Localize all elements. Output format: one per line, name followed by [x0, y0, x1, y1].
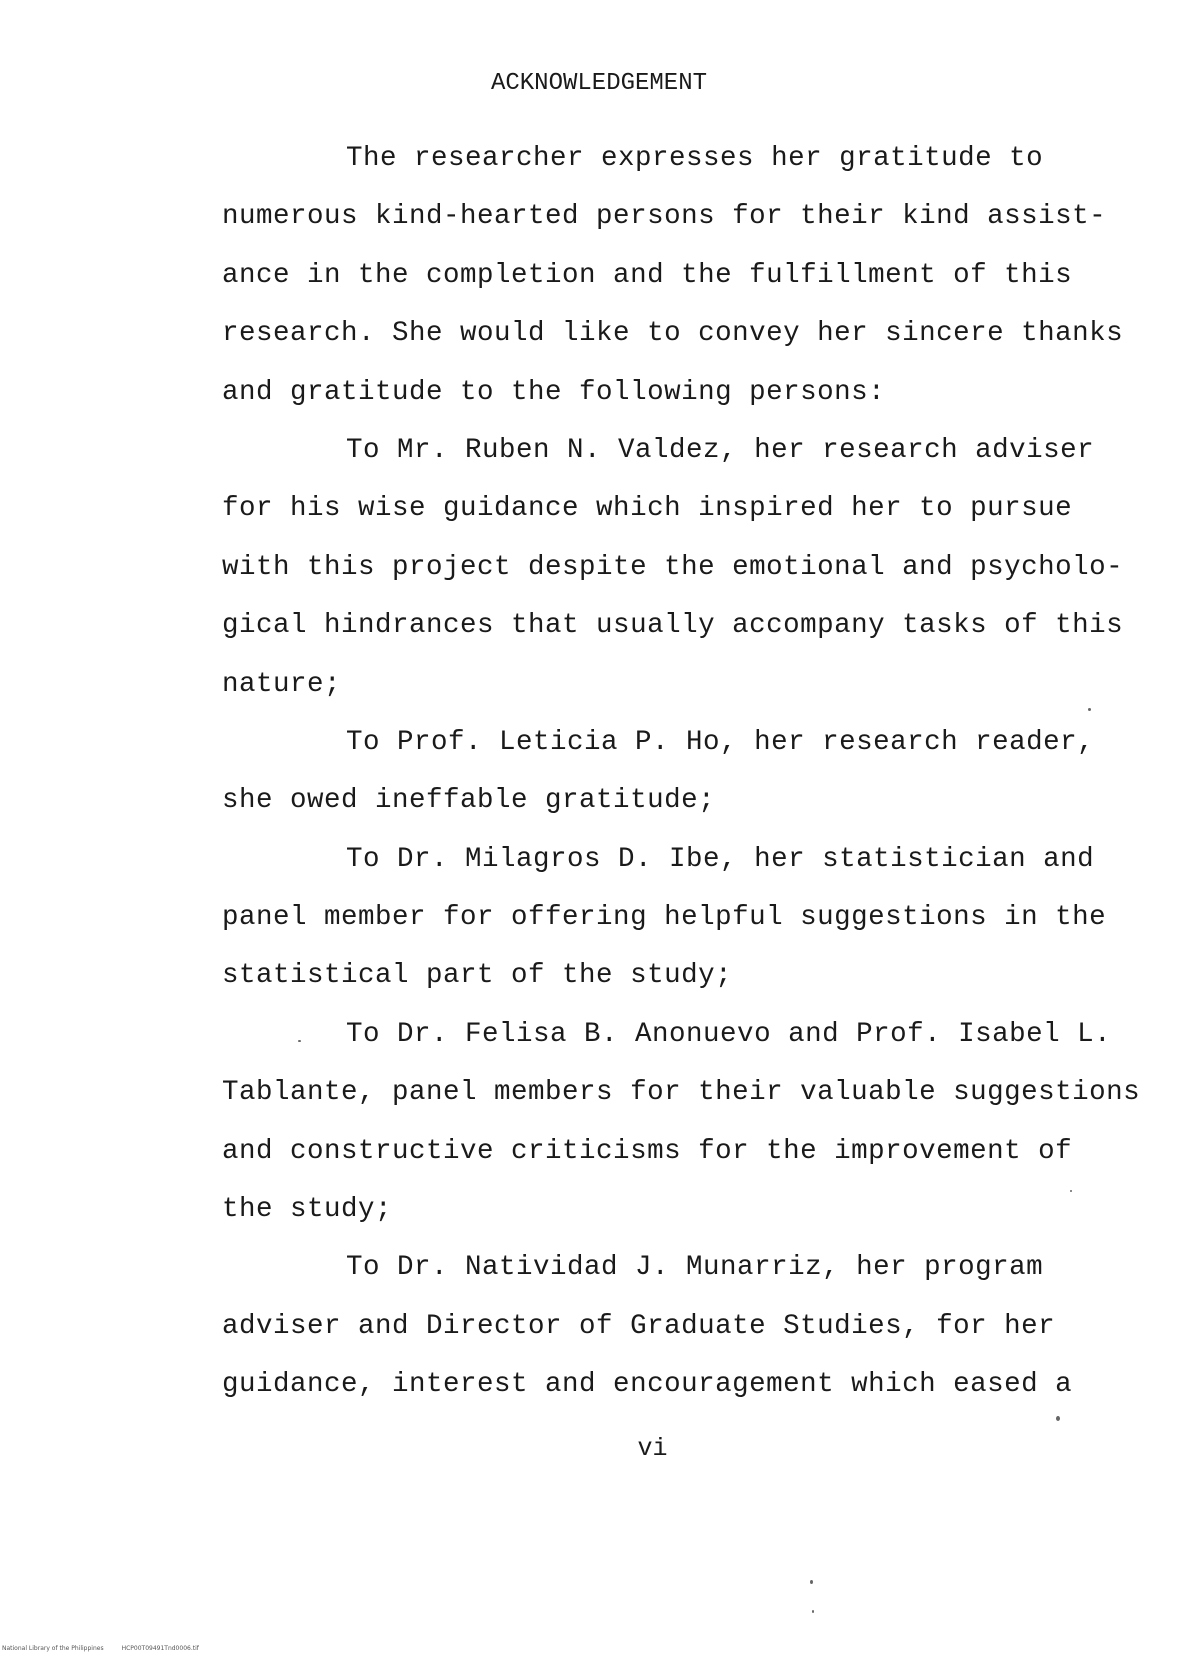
text-line: Tablante, panel members for their valuable suggestions [222, 1077, 1141, 1109]
scan-speck [1056, 1416, 1060, 1421]
text-line: numerous kind-hearted persons for their kind assist- [222, 201, 1107, 233]
text-line: guidance, interest and encouragement which eased a [222, 1369, 1073, 1401]
text-line: The researcher expresses her gratitude to [346, 143, 1044, 174]
scan-speck [1088, 708, 1091, 711]
text-line: the study; [222, 1194, 393, 1226]
text-line: To Prof. Leticia P. Ho, her research reader, [346, 726, 1095, 758]
footer-file-id: HCP00T09491Tnd0006.tif [121, 1645, 199, 1652]
text-line: statistical part of the study; [222, 960, 733, 992]
page-number: vi [637, 1434, 668, 1463]
scan-speck [810, 1580, 813, 1584]
text-line: To Dr. Milagros D. Ibe, her statistician and [346, 843, 1095, 875]
scan-speck [298, 1040, 301, 1042]
text-line: and gratitude to the following persons: [222, 376, 886, 408]
text-line: To Dr. Natividad J. Munarriz, her program [346, 1252, 1044, 1284]
scan-speck [812, 1610, 814, 1613]
body-text [222, 130, 1162, 1415]
footer-library: National Library of the Philippines [2, 1645, 104, 1652]
scan-footer [2, 1645, 217, 1652]
text-line: she owed ineffable gratitude; [222, 785, 716, 817]
text-line: panel member for offering helpful suggestions in the [222, 902, 1107, 934]
text-line: To Dr. Felisa B. Anonuevo and Prof. Isabel L. [346, 1018, 1112, 1050]
text-line: nature; [222, 668, 342, 700]
text-line: and constructive criticisms for the improvement of [222, 1135, 1073, 1167]
text-line: research. She would like to convey her sincere thanks [222, 318, 1124, 350]
text-line: for his wise guidance which inspired her to pursue [222, 493, 1073, 525]
text-line: adviser and Director of Graduate Studies, for her [222, 1310, 1056, 1342]
text-line: To Mr. Ruben N. Valdez, her research adviser [346, 434, 1095, 466]
scan-speck [1070, 1190, 1072, 1192]
text-line: ance in the completion and the fulfillment of this [222, 259, 1073, 291]
page-title: ACKNOWLEDGEMENT [490, 70, 708, 97]
text-line: with this project despite the emotional and psycholo- [222, 551, 1124, 583]
text-line: gical hindrances that usually accompany tasks of this [222, 610, 1124, 642]
